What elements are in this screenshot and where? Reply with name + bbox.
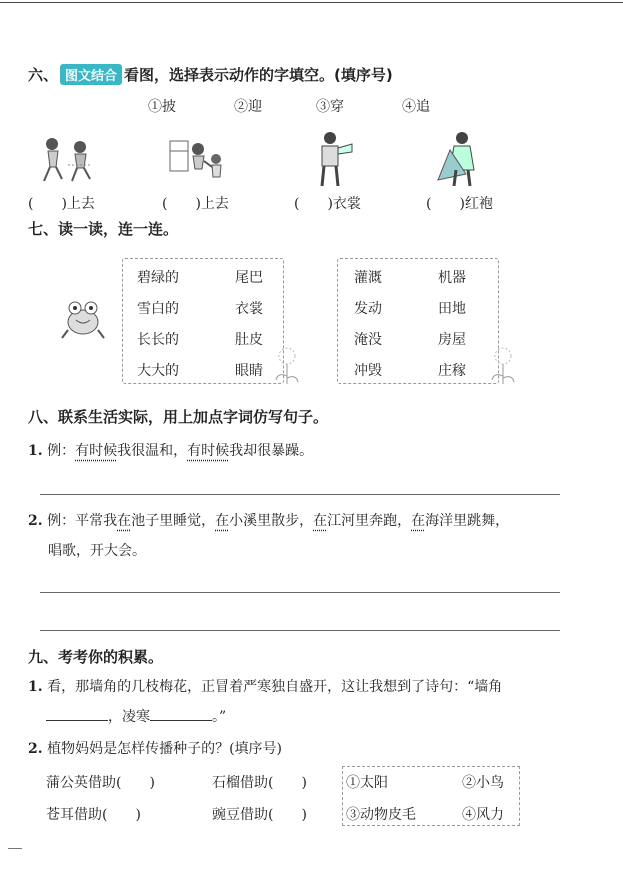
frog-illustration — [60, 296, 106, 340]
s9-q1-line-1 — [28, 676, 502, 696]
example-2-line-2: 唱歌，开大会。 — [48, 543, 146, 559]
plant-item-4[interactable]: 豌豆借助( ) — [212, 807, 307, 823]
right-match-4[interactable]: 庄稼 — [438, 363, 466, 379]
blank-4[interactable]: ( )红袍 — [426, 196, 493, 212]
plant-item-3[interactable]: 苍耳借助( ) — [46, 807, 141, 823]
q1-number: 1. — [28, 443, 43, 459]
choice-1: ①太阳 — [346, 775, 388, 791]
right-word-2[interactable]: 发动 — [354, 301, 382, 317]
q2-dotted-2: 在 — [215, 513, 230, 529]
left-match-4[interactable]: 眼睛 — [235, 363, 263, 379]
dandelion-icon-2 — [488, 346, 518, 386]
section-6-number: 六、 — [28, 66, 59, 84]
s9-q1-line-2 — [46, 706, 226, 726]
answer-line-3[interactable] — [40, 630, 560, 631]
right-word-1[interactable]: 灌溉 — [354, 270, 382, 286]
s9-q1-text: 看，那墙角的几枝梅花，正冒着严寒独自盛开，这让我想到了诗句：“墙角 — [47, 679, 503, 695]
right-match-1[interactable]: 机器 — [438, 270, 466, 286]
chasing-kids-illustration — [40, 135, 100, 185]
section-6-tag: 图文结合 — [60, 64, 122, 85]
q1-dotted-1: 有时候 — [75, 443, 118, 459]
dandelion-icon — [272, 346, 302, 386]
s9-q1-mid: ，凌寒 — [108, 709, 150, 725]
section-9-title: 九、考考你的积累。 — [28, 648, 164, 666]
s9-q1-end: 。” — [212, 709, 227, 725]
right-word-3[interactable]: 淹没 — [354, 332, 382, 348]
q2-text-3: 江河里奔跑， — [327, 513, 412, 529]
top-border — [0, 2, 623, 3]
q1-prefix: 例： — [47, 443, 76, 459]
blank-2[interactable]: ( )上去 — [162, 196, 229, 212]
choice-4: ④风力 — [462, 807, 504, 823]
q2-dotted-4: 在 — [411, 513, 426, 529]
answer-line-1[interactable] — [40, 494, 560, 495]
option-4: ④追 — [402, 99, 430, 115]
section-6-heading — [28, 64, 393, 85]
match-card-right — [337, 258, 499, 384]
left-match-2[interactable]: 衣裳 — [235, 301, 263, 317]
poem-blank-1[interactable] — [46, 706, 108, 721]
right-match-2[interactable]: 田地 — [438, 301, 466, 317]
page-mark — [8, 848, 22, 849]
blank-1[interactable]: ( )上去 — [28, 196, 95, 212]
section-6-title: 看图，选择表示动作的字填空。(填序号) — [124, 66, 393, 84]
s9-q2-number: 2. — [28, 741, 43, 757]
q1-end: 我却很暴躁。 — [229, 443, 314, 459]
q2-number: 2. — [28, 513, 43, 529]
q2-dotted-1: 在 — [117, 513, 132, 529]
left-match-3[interactable]: 肚皮 — [235, 332, 263, 348]
section-8-title: 八、联系生活实际，用上加点字词仿写句子。 — [28, 408, 329, 426]
q2-text-1: 池子里睡觉， — [131, 513, 216, 529]
plant-item-1[interactable]: 蒲公英借助( ) — [46, 775, 155, 791]
q2-text-2: 小溪里散步， — [229, 513, 314, 529]
blank-3[interactable]: ( )衣裳 — [294, 196, 361, 212]
example-1 — [28, 440, 313, 460]
option-2: ②迎 — [234, 99, 262, 115]
option-3: ③穿 — [316, 99, 344, 115]
left-word-3[interactable]: 长长的 — [137, 332, 179, 348]
s9-q2-heading — [28, 738, 282, 758]
q1-mid: 我很温和， — [117, 443, 188, 459]
poem-blank-2[interactable] — [150, 706, 212, 721]
q2-prefix: 例：平常我 — [47, 513, 118, 529]
left-word-1[interactable]: 碧绿的 — [137, 270, 179, 286]
match-card-left — [122, 258, 284, 384]
example-2 — [28, 510, 509, 530]
q2-dotted-3: 在 — [313, 513, 328, 529]
q2-text-4: 海洋里跳舞， — [425, 513, 510, 529]
boy-dressing-illustration — [316, 130, 356, 190]
right-match-3[interactable]: 房屋 — [438, 332, 466, 348]
q1-dotted-2: 有时候 — [187, 443, 230, 459]
plant-item-2[interactable]: 石榴借助( ) — [212, 775, 307, 791]
welcoming-kids-illustration — [168, 135, 228, 185]
section-7-title: 七、读一读，连一连。 — [28, 220, 179, 238]
s9-q1-number: 1. — [28, 679, 43, 695]
right-word-4[interactable]: 冲毁 — [354, 363, 382, 379]
left-word-4[interactable]: 大大的 — [137, 363, 179, 379]
left-match-1[interactable]: 尾巴 — [235, 270, 263, 286]
red-robe-illustration — [436, 130, 486, 190]
left-word-2[interactable]: 雪白的 — [137, 301, 179, 317]
s9-q2-title: 植物妈妈是怎样传播种子的？(填序号) — [47, 741, 283, 757]
choice-2: ②小鸟 — [462, 775, 504, 791]
option-1: ①披 — [148, 99, 176, 115]
choice-3: ③动物皮毛 — [346, 807, 416, 823]
answer-line-2[interactable] — [40, 592, 560, 593]
